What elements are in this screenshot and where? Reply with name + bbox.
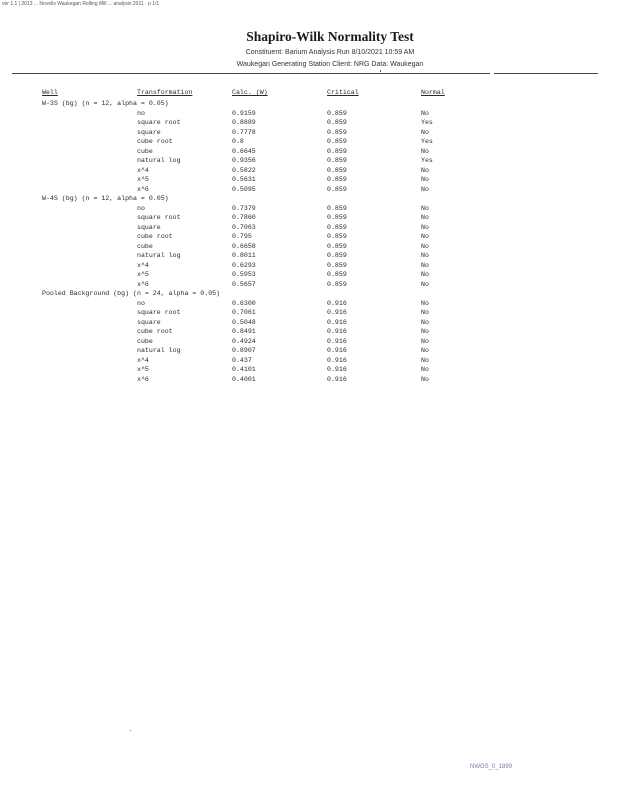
critical-cell: 0.859 — [327, 271, 347, 278]
statistic-cell: 0.7063 — [232, 223, 256, 231]
critical-cell: 0.859 — [327, 242, 347, 250]
table-row — [0, 129, 618, 138]
table-row — [0, 243, 618, 252]
statistic-cell: 0.8907 — [232, 347, 256, 354]
statistic-cell: 0.9356 — [232, 157, 256, 164]
transformation-cell: no — [137, 109, 145, 117]
table-row — [0, 319, 618, 328]
transformation-cell: x^4 — [137, 166, 149, 174]
transformation-cell: x^5 — [137, 271, 149, 278]
table-row — [0, 271, 618, 280]
normal-cell: No — [421, 280, 429, 288]
normal-cell: No — [421, 347, 429, 354]
table-row — [0, 300, 618, 309]
transformation-cell: no — [137, 299, 145, 307]
critical-cell: 0.859 — [327, 223, 347, 231]
transformation-cell: square root — [137, 214, 181, 221]
critical-cell: 0.916 — [327, 375, 347, 383]
table-row — [0, 110, 618, 119]
critical-cell: 0.859 — [327, 233, 347, 240]
normal-cell: Yes — [421, 138, 433, 145]
table-row — [0, 338, 618, 347]
transformation-cell: cube — [137, 337, 153, 345]
table-row — [0, 309, 618, 318]
col-header-critical: Critical — [327, 89, 359, 96]
critical-cell: 0.916 — [327, 328, 347, 335]
group-header-row — [0, 195, 618, 204]
statistic-cell: 0.6293 — [232, 261, 256, 269]
table-row — [0, 157, 618, 166]
critical-cell: 0.859 — [327, 280, 347, 288]
normal-cell: No — [421, 176, 429, 183]
statistic-cell: 0.795 — [232, 233, 252, 240]
statistic-cell: 0.5095 — [232, 185, 256, 193]
transformation-cell: x^5 — [137, 366, 149, 373]
table-row — [0, 119, 618, 128]
statistic-cell: 0.8889 — [232, 119, 256, 126]
group-label: W-3S (bg) (n = 12, alpha = 0.05) — [42, 100, 169, 107]
transformation-cell: no — [137, 204, 145, 212]
statistic-cell: 0.437 — [232, 356, 252, 364]
transformation-cell: natural log — [137, 347, 181, 354]
normal-cell: No — [421, 356, 429, 364]
normal-cell: No — [421, 147, 429, 155]
critical-cell: 0.859 — [327, 261, 347, 269]
table-row — [0, 224, 618, 233]
normal-cell: No — [421, 328, 429, 335]
col-header-statistic: Calc. (W) — [232, 89, 268, 96]
table-row — [0, 233, 618, 242]
table-row — [0, 357, 618, 366]
statistic-cell: 0.8 — [232, 138, 244, 145]
normal-cell: No — [421, 252, 429, 259]
normal-cell: No — [421, 166, 429, 174]
table-row — [0, 376, 618, 385]
critical-cell: 0.859 — [327, 119, 347, 126]
critical-cell: 0.916 — [327, 318, 347, 326]
normal-cell: No — [421, 261, 429, 269]
transformation-cell: cube root — [137, 138, 173, 145]
table-row — [0, 214, 618, 223]
transformation-cell: natural log — [137, 157, 181, 164]
critical-cell: 0.859 — [327, 138, 347, 145]
document-code: NWGS_0_1899 — [470, 764, 513, 770]
critical-cell: 0.916 — [327, 347, 347, 354]
table-row — [0, 167, 618, 176]
statistic-cell: 0.5953 — [232, 271, 256, 278]
statistic-cell: 0.5822 — [232, 166, 256, 174]
critical-cell: 0.916 — [327, 337, 347, 345]
critical-cell: 0.859 — [327, 185, 347, 193]
critical-cell: 0.859 — [327, 204, 347, 212]
normal-cell: No — [421, 223, 429, 231]
transformation-cell: x^4 — [137, 261, 149, 269]
group-label: Pooled Background (bg) (n = 24, alpha = 0.05) — [42, 290, 221, 297]
table-row — [0, 328, 618, 337]
normal-cell: No — [421, 309, 429, 316]
critical-cell: 0.859 — [327, 109, 347, 117]
statistic-cell: 0.7860 — [232, 214, 256, 221]
statistic-cell: 0.6658 — [232, 242, 256, 250]
subtitle-analysis: Constituent: Barium Analysis Run 8/10/2021 10:59 AM — [245, 49, 415, 56]
transformation-cell: square root — [137, 309, 181, 316]
normal-cell: No — [421, 299, 429, 307]
print-stamp: ver 1.1 | 2013 ... Novelis Waukegan Rolling Mill ... analysis 2011 · p 1/1 — [2, 1, 160, 7]
table-row — [0, 281, 618, 290]
critical-cell: 0.859 — [327, 147, 347, 155]
normal-cell: No — [421, 128, 429, 136]
transformation-cell: square root — [137, 119, 181, 126]
normal-cell: No — [421, 233, 429, 240]
statistic-cell: 0.5048 — [232, 318, 256, 326]
normal-cell: Yes — [421, 157, 433, 164]
normal-cell: No — [421, 271, 429, 278]
transformation-cell: square — [137, 128, 161, 136]
table-row — [0, 366, 618, 375]
statistic-cell: 0.7778 — [232, 128, 256, 136]
transformation-cell: cube root — [137, 328, 173, 335]
col-header-normal: Normal — [421, 89, 445, 96]
normal-cell: No — [421, 204, 429, 212]
critical-cell: 0.916 — [327, 366, 347, 373]
normal-cell: No — [421, 242, 429, 250]
statistic-cell: 0.7379 — [232, 204, 256, 212]
normal-cell: No — [421, 109, 429, 117]
table-row — [0, 176, 618, 185]
statistic-cell: 0.8011 — [232, 252, 256, 259]
transformation-cell: x^6 — [137, 280, 149, 288]
table-row — [0, 252, 618, 261]
page-title: Shapiro-Wilk Normality Test — [246, 29, 414, 44]
critical-cell: 0.859 — [327, 214, 347, 221]
transformation-cell: cube root — [137, 233, 173, 240]
statistic-cell: 0.7061 — [232, 309, 256, 316]
statistic-cell: 0.5657 — [232, 280, 256, 288]
statistic-cell: 0.4101 — [232, 366, 256, 373]
normal-cell: No — [421, 214, 429, 221]
normal-cell: No — [421, 318, 429, 326]
normal-cell: Yes — [421, 119, 433, 126]
critical-cell: 0.859 — [327, 252, 347, 259]
statistic-cell: 0.6645 — [232, 147, 256, 155]
table-row — [0, 148, 618, 157]
transformation-cell: natural log — [137, 252, 181, 259]
transformation-cell: x^4 — [137, 356, 149, 364]
transformation-cell: x^6 — [137, 185, 149, 193]
transformation-cell: cube — [137, 242, 153, 250]
critical-cell: 0.859 — [327, 128, 347, 136]
critical-cell: 0.916 — [327, 309, 347, 316]
transformation-cell: x^5 — [137, 176, 149, 183]
col-header-well: Well — [42, 89, 58, 96]
stray-mark — [130, 730, 131, 731]
col-header-transformation: Transformation — [137, 89, 193, 96]
table-row — [0, 205, 618, 214]
transformation-cell: cube — [137, 147, 153, 155]
transformation-cell: x^6 — [137, 375, 149, 383]
subtitle-site: Waukegan Generating Station Client: NRG Data: Waukegan — [236, 61, 424, 68]
transformation-cell: square — [137, 223, 161, 231]
normal-cell: No — [421, 337, 429, 345]
table-row — [0, 262, 618, 271]
critical-cell: 0.859 — [327, 157, 347, 164]
table-row — [0, 138, 618, 147]
statistic-cell: 0.4924 — [232, 337, 256, 345]
critical-cell: 0.859 — [327, 166, 347, 174]
table-row — [0, 186, 618, 195]
statistic-cell: 0.5631 — [232, 176, 256, 183]
group-header-row — [0, 100, 618, 109]
statistic-cell: 0.6300 — [232, 299, 256, 307]
critical-cell: 0.859 — [327, 176, 347, 183]
statistic-cell: 0.9159 — [232, 109, 256, 117]
group-header-row — [0, 290, 618, 299]
normal-cell: No — [421, 375, 429, 383]
table-row — [0, 347, 618, 356]
statistic-cell: 0.4001 — [232, 375, 256, 383]
normal-cell: No — [421, 366, 429, 373]
critical-cell: 0.916 — [327, 299, 347, 307]
critical-cell: 0.916 — [327, 356, 347, 364]
group-label: W-4S (bg) (n = 12, alpha = 0.05) — [42, 195, 169, 202]
transformation-cell: square — [137, 318, 161, 326]
normal-cell: No — [421, 185, 429, 193]
statistic-cell: 0.8491 — [232, 328, 256, 335]
